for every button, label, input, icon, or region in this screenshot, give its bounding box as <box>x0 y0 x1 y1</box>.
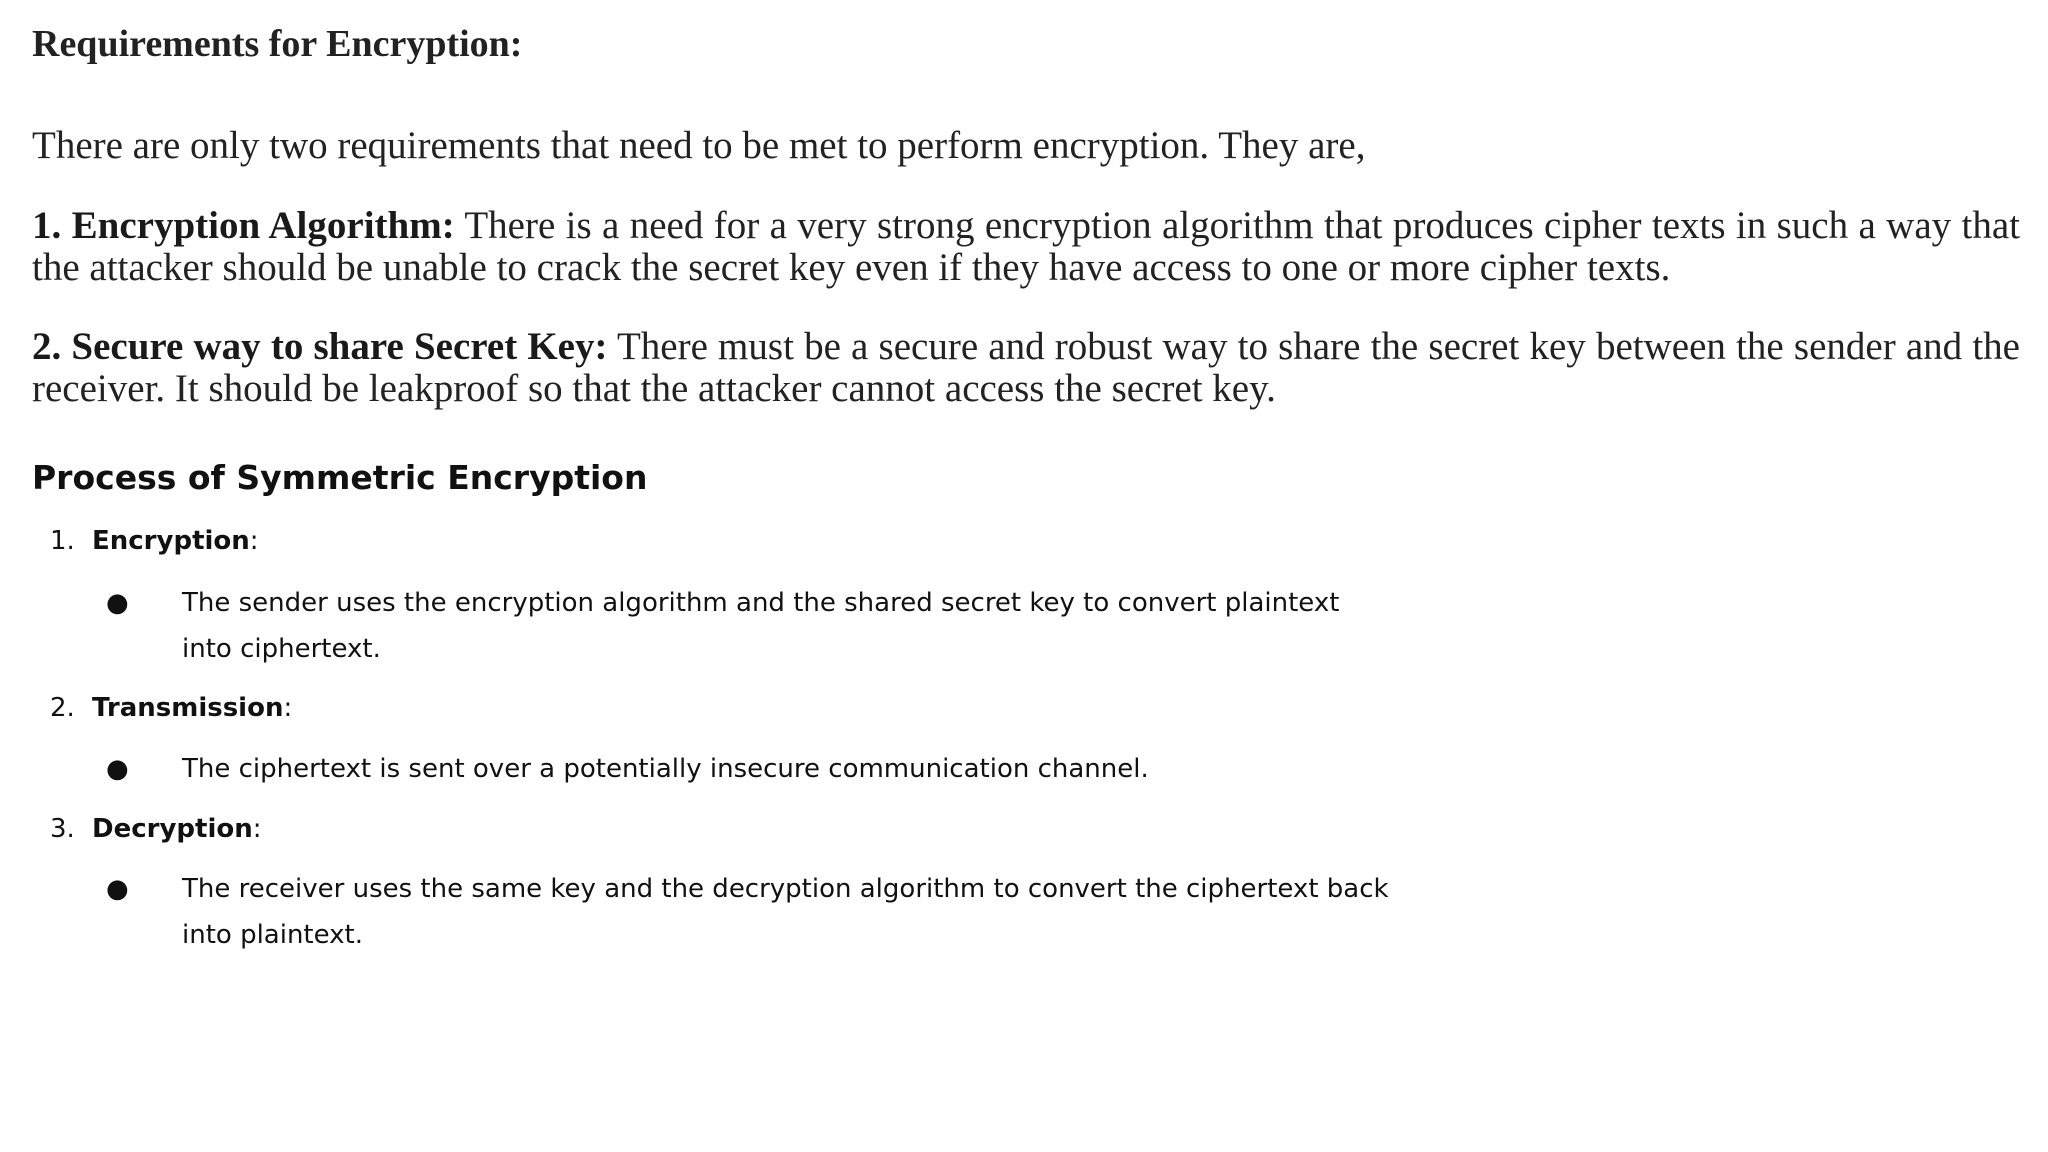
requirements-heading: Requirements for Encryption: <box>32 23 523 65</box>
requirement-item-secret-key <box>32 326 2020 410</box>
step-colon: : <box>252 814 262 844</box>
bullet-text <box>182 746 1382 792</box>
process-step-transmission <box>50 693 292 723</box>
bullet-line: The receiver uses the same key and the decryption algorithm to convert the ciphertext back <box>182 874 1389 904</box>
requirement-item-algorithm <box>32 205 2020 289</box>
process-step-decryption <box>50 814 262 844</box>
bullet-line: The ciphertext is sent over a potentially insecure communication channel. <box>182 754 1149 784</box>
bullet-icon: ● <box>106 588 129 618</box>
step-label: Transmission <box>92 693 284 723</box>
bullet-line: The sender uses the encryption algorithm and the shared secret key to convert plaintext <box>182 588 1340 618</box>
step-label: Decryption <box>92 814 253 844</box>
requirement-heading: 1. Encryption Algorithm: <box>32 204 455 247</box>
requirement-text: There is a need for a very strong encryption algorithm that produces cipher texts in such a way that the attacker should be unable to crack the secret key even if they have access to one or more cipher texts. <box>32 204 2021 289</box>
bullet-text <box>182 866 1389 958</box>
step-number: 3. <box>50 814 75 844</box>
bullet-icon: ● <box>106 874 129 904</box>
process-step-encryption <box>50 526 259 556</box>
bullet-text <box>182 580 1382 672</box>
bullet-line: into plaintext. <box>182 920 364 950</box>
step-number: 1. <box>50 526 75 556</box>
bullet-line: into ciphertext. <box>182 634 381 664</box>
step-colon: : <box>249 526 259 556</box>
requirements-intro: There are only two requirements that need to be met to perform encryption. They are, <box>32 124 1366 167</box>
bullet-icon: ● <box>106 754 129 784</box>
step-colon: : <box>283 693 293 723</box>
step-label: Encryption <box>92 526 250 556</box>
requirement-text: There must be a secure and robust way to share the secret key between the sender and the receiver. It should be leakproof so that the attacker cannot access the secret key. <box>32 325 2020 410</box>
step-number: 2. <box>50 693 75 723</box>
process-heading: Process of Symmetric Encryption <box>32 458 648 497</box>
requirement-heading: 2. Secure way to share Secret Key: <box>32 325 608 368</box>
